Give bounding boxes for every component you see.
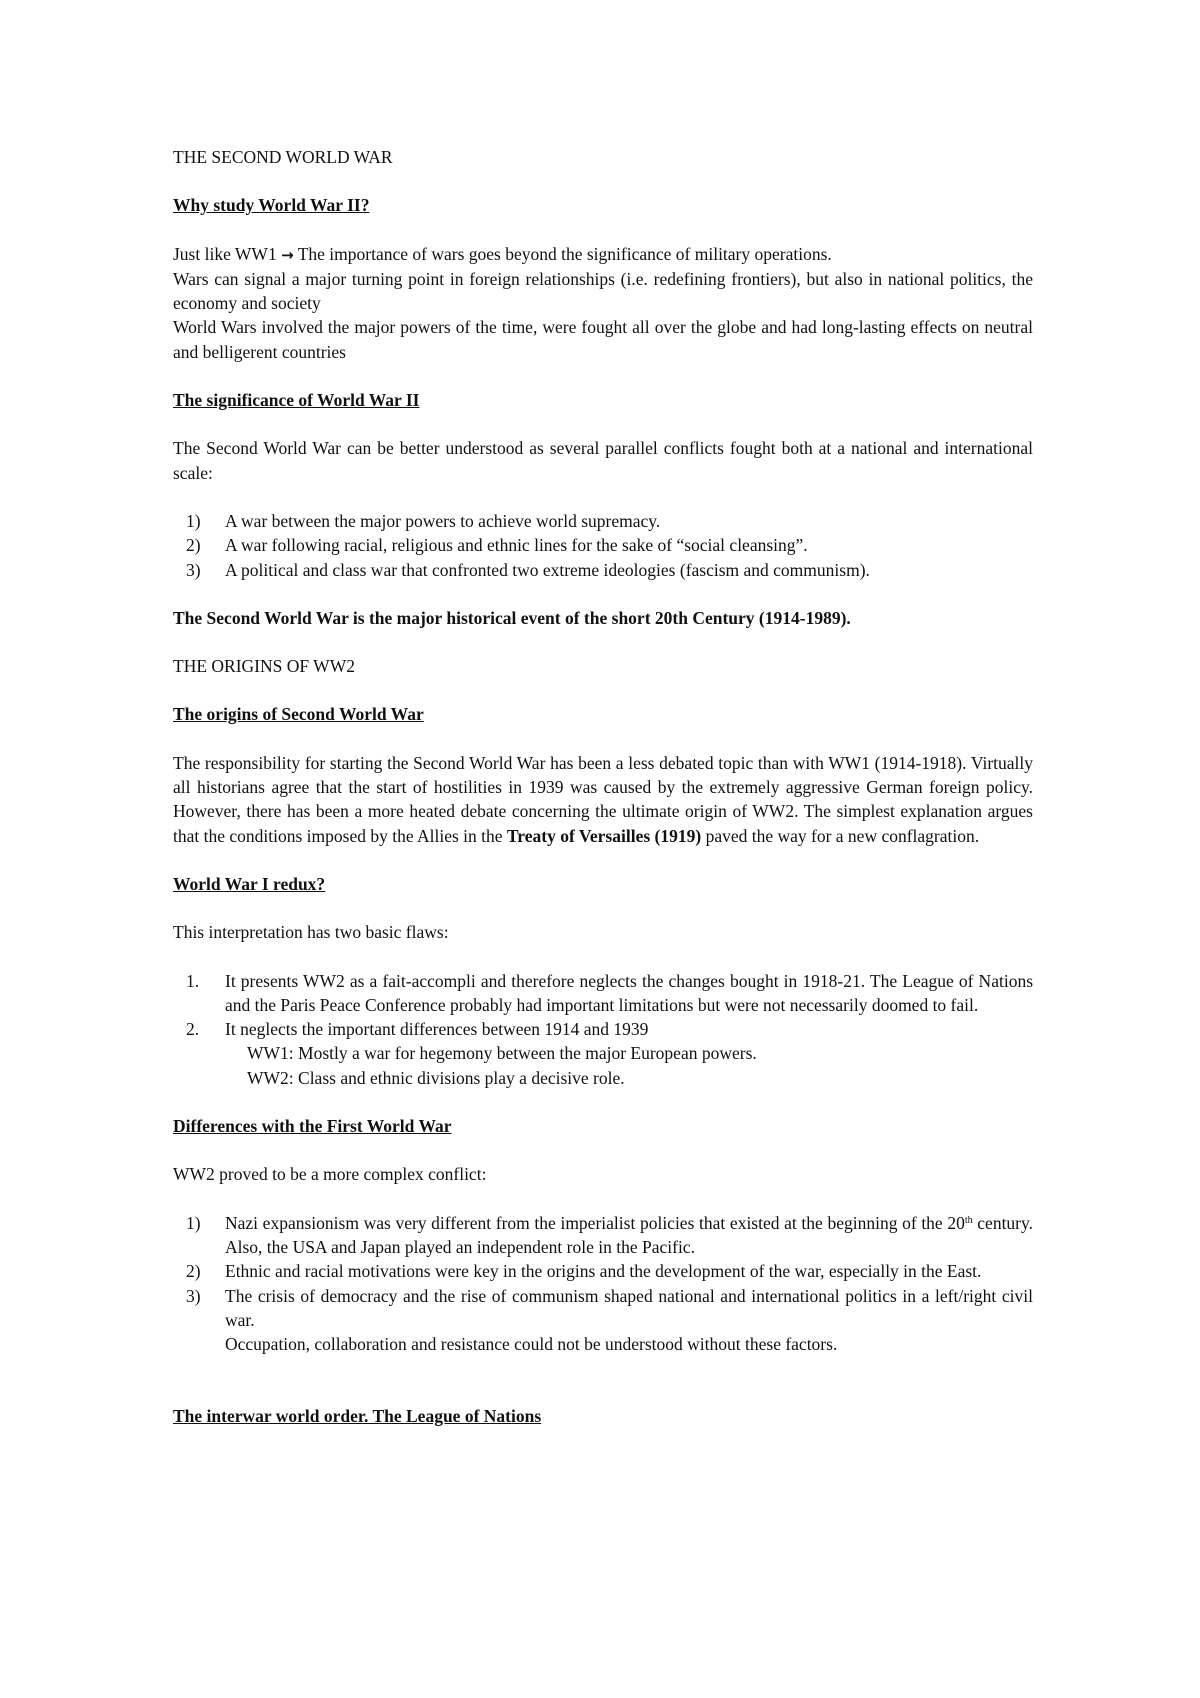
paragraph-turning-point: Wars can signal a major turning point in foreign relationships (i.e. redefining frontiers), but also in national politics, the economy and society — [173, 268, 1033, 314]
heading-differences: Differences with the First World War — [173, 1116, 452, 1137]
superscript-th: th — [964, 1214, 973, 1226]
differences-list — [173, 1211, 1033, 1357]
section-title-origins: THE ORIGINS OF WW2 — [173, 656, 355, 677]
document-page — [173, 145, 1033, 1429]
list-marker: 3) — [186, 559, 201, 580]
right-arrow-icon: → — [281, 245, 294, 264]
list-item-text: The crisis of democracy and the rise of communism shaped national and international politics in a left/right civil war. — [225, 1285, 1033, 1330]
heading-interwar: The interwar world order. The League of Nations — [173, 1406, 542, 1427]
significance-list — [173, 509, 1033, 582]
list-item — [173, 1211, 1033, 1260]
document-title: THE SECOND WORLD WAR — [173, 147, 393, 167]
sub-line-ww1: WW1: Mostly a war for hegemony between the major European powers. — [247, 1043, 757, 1064]
list-item — [173, 1284, 1033, 1357]
list-item — [173, 533, 1033, 557]
paragraph-responsibility — [173, 751, 1033, 848]
significance-conclusion: The Second World War is the major historical event of the short 20th Century (1914-1989). — [173, 607, 851, 628]
heading-redux: World War I redux? — [173, 873, 326, 894]
list-marker: 3) — [186, 1285, 201, 1306]
treaty-of-versailles: Treaty of Versailles (1919) — [506, 825, 702, 846]
list-item — [173, 1259, 1033, 1283]
list-item-text: A war between the major powers to achieve world supremacy. — [225, 510, 661, 531]
paragraph-complex-conflict: WW2 proved to be a more complex conflict: — [173, 1164, 487, 1185]
text-nazi-expansionism: Nazi expansionism was very different from the imperialist policies that existed at the beginning of the 20 — [225, 1212, 965, 1233]
list-item-continuation: Occupation, collaboration and resistance could not be understood without these factors. — [225, 1334, 838, 1355]
list-item-text: It neglects the important differences between 1914 and 1939 — [225, 1019, 649, 1040]
list-item-text: A war following racial, religious and ethnic lines for the sake of “social cleansing”. — [225, 535, 808, 556]
list-marker: 2) — [186, 535, 201, 556]
list-item — [173, 509, 1033, 533]
text-conflagration: paved the way for a new conflagration. — [701, 825, 980, 846]
text-responsibility: The responsibility for starting the Second World War has been a less debated topic than with WW1 (1914-1918). Virtually all historians agree that the start of hostilities in 1939 was caused by the extremely aggressive German foreign policy. However, there has been a more heated debate concerning the ultimate origin of WW2. The simplest explanation argues that the conditions imposed by the Allies in the — [173, 752, 1033, 846]
paragraph-parallel-conflicts: The Second World War can be better understood as several parallel conflicts fought both at a national and international scale: — [173, 438, 1033, 483]
text-before-arrow: Just like WW1 — [173, 243, 277, 264]
paragraph-world-wars: World Wars involved the major powers of the time, were fought all over the globe and had long-lasting effects on neutral and belligerent countries — [173, 317, 1033, 362]
list-marker: 1) — [186, 1212, 201, 1233]
list-item — [173, 558, 1033, 582]
list-item — [173, 1017, 1033, 1090]
list-marker: 2) — [186, 1261, 201, 1282]
heading-significance: The significance of World War II — [173, 390, 420, 411]
list-item — [173, 969, 1033, 1018]
text-after-arrow: The importance of wars goes beyond the significance of military operations. — [297, 243, 832, 264]
paragraph-just-like-ww1 — [173, 242, 1033, 267]
flaws-list — [173, 969, 1033, 1090]
list-item-text: A political and class war that confronted two extreme ideologies (fascism and communism). — [225, 559, 870, 580]
list-marker: 1) — [186, 510, 201, 531]
list-marker: 1. — [186, 970, 200, 991]
text-usa-japan: century. Also, the USA and Japan played an independent role in the Pacific. — [225, 1212, 1034, 1257]
paragraph-two-flaws: This interpretation has two basic flaws: — [173, 922, 449, 943]
heading-origins: The origins of Second World War — [173, 704, 424, 725]
list-item-text: It presents WW2 as a fait-accompli and therefore neglects the changes bought in 1918-21. The League of Nations and the Paris Peace Conference probably had important limitations but were not necessarily doomed to fail. — [225, 970, 1033, 1015]
list-marker: 2. — [186, 1019, 200, 1040]
heading-why-study: Why study World War II? — [173, 195, 370, 216]
sub-line-ww2: WW2: Class and ethnic divisions play a decisive role. — [247, 1067, 625, 1088]
list-item-text: Ethnic and racial motivations were key in the origins and the development of the war, especially in the East. — [225, 1261, 982, 1282]
